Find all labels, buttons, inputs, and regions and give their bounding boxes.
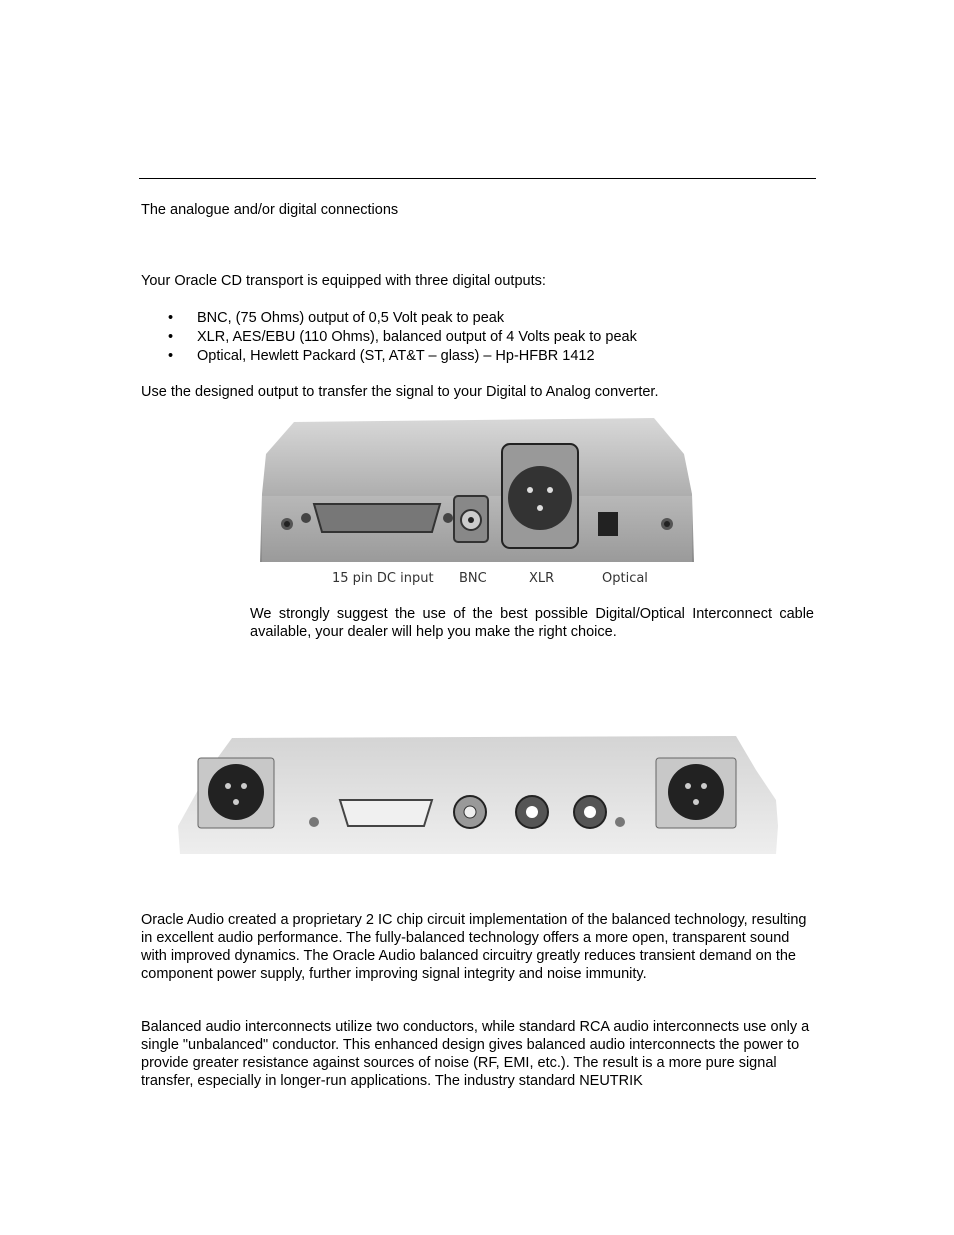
header-rule (139, 178, 816, 179)
balanced-panel-photo (176, 730, 780, 854)
section-title: The analogue and/or digital connections (141, 202, 399, 218)
optical-connector (598, 512, 618, 536)
use-output-text: Use the designed output to transfer the signal to your Digital to Analog converter. (141, 384, 659, 400)
xlr-left (208, 764, 264, 820)
dsub-connector (340, 800, 432, 826)
list-item: • Optical, Hewlett Packard (ST, AT&T – glass) – Hp-HFBR 1412 (141, 347, 816, 366)
interconnects-paragraph: Balanced audio interconnects utilize two conductors, while standard RCA audio interconnects use only a single "unbalanced" conductor. This enhanced design gives balanced audio interconnects the power to provide greater resistance against sources of noise (RF, EMI, etc.). The result is a more pure signal transfer, especially in longer-run applications. The industry standard NEUTRIK (141, 1019, 810, 1089)
cable-suggestion: We strongly suggest the use of the best possible Digital/Optical Interconnect cable available, your dealer will help you make the right choice. (250, 606, 814, 640)
xlr-right (668, 764, 724, 820)
balanced-tech-paragraph: Oracle Audio created a proprietary 2 IC chip circuit implementation of the balanced technology, resulting in excellent audio performance. The fully-balanced technology offers a more open, transparent sound with improved dynamics. The Oracle Audio balanced circuitry greatly reduces transient demand on the component power supply, further improving signal integrity and noise immunity. (141, 912, 807, 982)
digital-outputs-list (141, 309, 816, 366)
label-dc-input: 15 pin DC input (332, 571, 434, 586)
intro-text: Your Oracle CD transport is equipped with three digital outputs: (141, 273, 546, 289)
digital-panel-photo (254, 414, 698, 590)
label-bnc: BNC (459, 571, 487, 586)
label-optical: Optical (602, 571, 648, 586)
dsub-connector (314, 504, 440, 532)
label-xlr: XLR (529, 571, 555, 586)
list-item: • BNC, (75 Ohms) output of 0,5 Volt peak to peak (141, 309, 816, 328)
list-item: • XLR, AES/EBU (110 Ohms), balanced output of 4 Volts peak to peak (141, 328, 816, 347)
